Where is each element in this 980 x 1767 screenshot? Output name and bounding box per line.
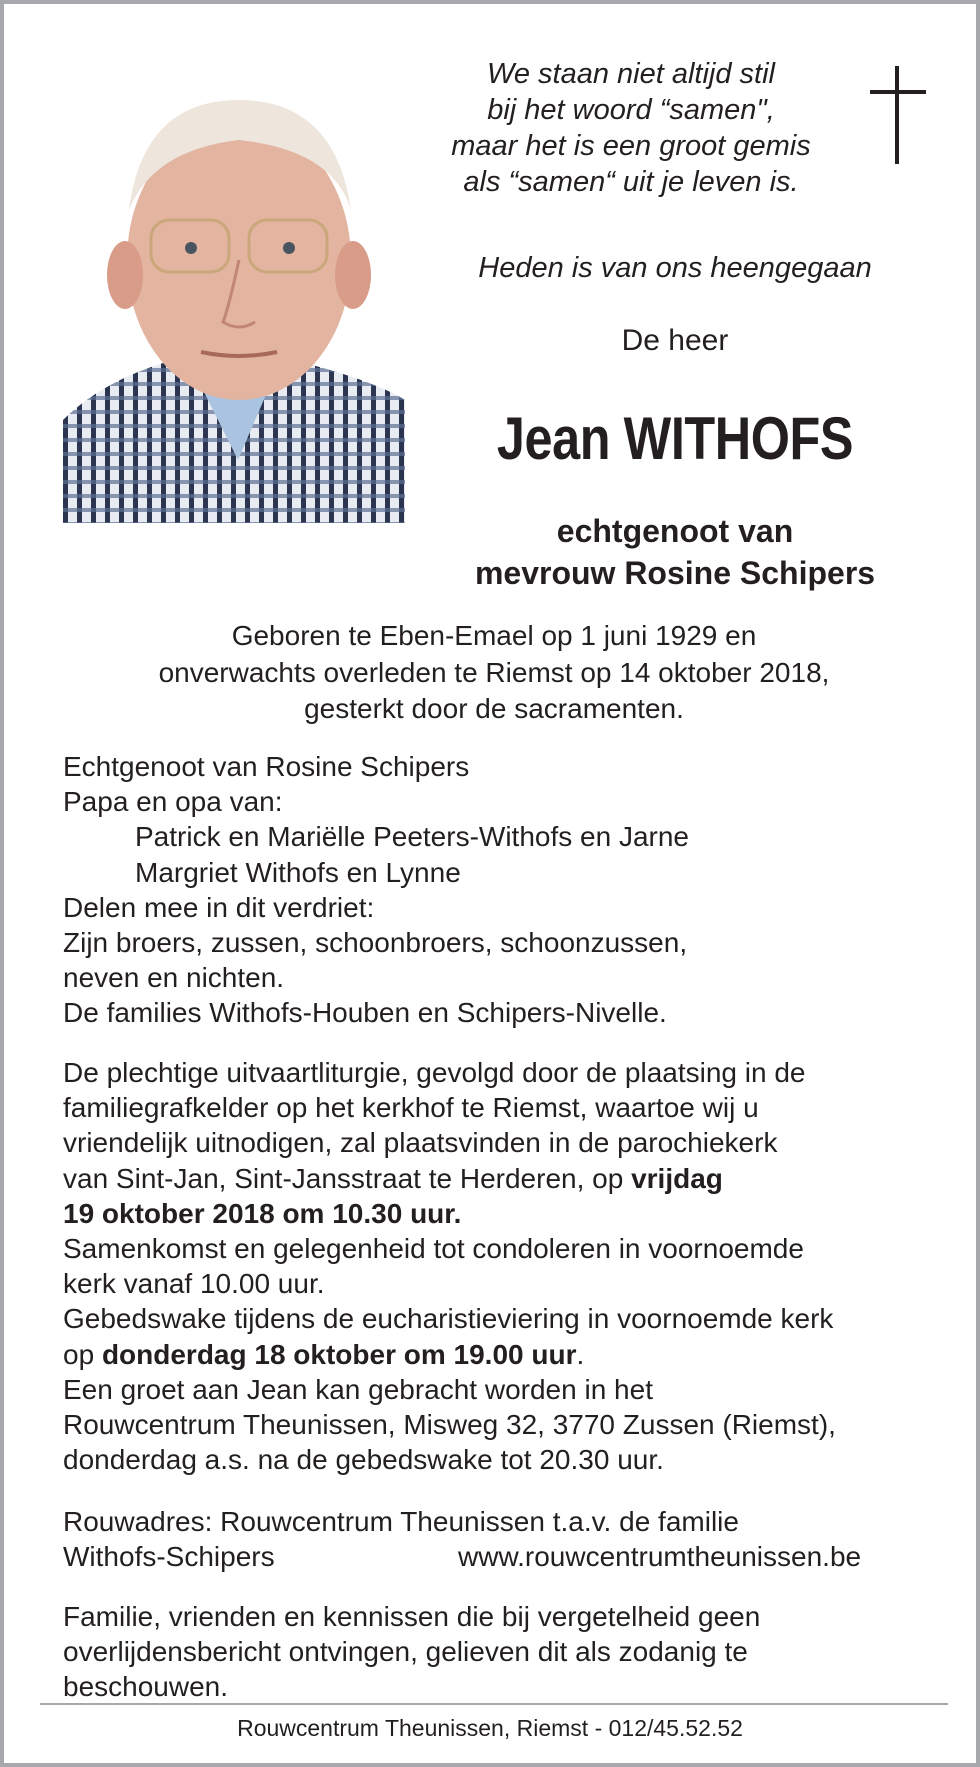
quote-line: We staan niet altijd stil [487, 58, 775, 90]
quote-line: maar het is een groot gemis [451, 130, 811, 162]
website-link[interactable]: www.rouwcentrumtheunissen.be [458, 1541, 862, 1573]
family-line [63, 925, 943, 960]
line-text: op [63, 1338, 102, 1370]
spouse-info [434, 510, 916, 594]
family-line [63, 995, 943, 1030]
funeral-line [63, 1231, 943, 1266]
funeral-line [63, 1407, 943, 1442]
funeral-line [63, 1337, 943, 1372]
line-text: neven en nichten. [63, 962, 285, 994]
deceased-name: Jean WITHOFS [496, 405, 854, 472]
funeral-line [63, 1090, 943, 1125]
intro-text: Heden is van ons heengegaan [478, 252, 872, 284]
line-text: Samenkomst en gelegenheid tot condoleren in voornoemde [63, 1232, 804, 1264]
cross-icon [870, 66, 926, 164]
funeral-line [63, 1055, 943, 1090]
funeral-line [63, 1161, 943, 1196]
line-text: Familie, vrienden en kennissen die bij vergetelheid geen [63, 1601, 761, 1632]
notice-line [63, 1599, 943, 1634]
family-line [63, 819, 943, 854]
line-text: kerk vanaf 10.00 uur. [63, 1268, 325, 1300]
birth-death-info [44, 618, 944, 728]
family-line [63, 855, 943, 890]
family-line [63, 960, 943, 995]
line-text: Papa en opa van: [63, 786, 283, 818]
funeral-line [63, 1125, 943, 1160]
address-line-2 [63, 1539, 943, 1574]
quote-line: bij het woord “samen", [487, 94, 775, 126]
emphasis-text: vrijdag [631, 1162, 723, 1194]
funeral-line [63, 1266, 943, 1301]
line-text: donderdag a.s. na de gebedswake tot 20.30 uur. [63, 1444, 664, 1476]
memorial-quote [384, 56, 878, 200]
funeral-line [63, 1301, 943, 1336]
address-section [63, 1504, 943, 1574]
line-text: vriendelijk uitnodigen, zal plaatsvinden in de parochiekerk [63, 1127, 778, 1159]
line-text: Een groet aan Jean kan gebracht worden in het [63, 1373, 653, 1405]
funeral-line [63, 1196, 943, 1231]
line-text: van Sint-Jan, Sint-Jansstraat te Herderen, op [63, 1162, 632, 1194]
spouse-line: mevrouw Rosine Schipers [474, 555, 876, 591]
address-line: Rouwadres: Rouwcentrum Theunissen t.a.v. de familie [63, 1506, 739, 1537]
funeral-line [63, 1442, 943, 1477]
notice-section [63, 1599, 943, 1705]
address-family: Withofs-Schipers [63, 1541, 275, 1573]
family-line [63, 890, 943, 925]
notice-line [63, 1634, 943, 1669]
born-line: onverwachts overleden te Riemst op 14 oktober 2018, [158, 656, 830, 688]
quote-line: als “samen“ uit je leven is. [463, 166, 799, 198]
line-text: Patrick en Mariëlle Peeters-Withofs en Jarne [135, 821, 689, 853]
salutation: De heer [621, 324, 729, 357]
line-text: Rouwcentrum Theunissen, Misweg 32, 3770 Zussen (Riemst), [63, 1408, 836, 1440]
born-line: gesterkt door de sacramenten. [304, 693, 684, 724]
family-line [63, 784, 943, 819]
born-line: Geboren te Eben-Emael op 1 juni 1929 en [231, 620, 757, 651]
family-line [63, 749, 943, 784]
funeral-line [63, 1372, 943, 1407]
footer-text: Rouwcentrum Theunissen, Riemst - 012/45.52.52 [237, 1715, 743, 1741]
notice-line [63, 1669, 943, 1704]
emphasis-text: donderdag 18 oktober om 19.00 uur [101, 1338, 577, 1370]
portrait-photo [63, 60, 405, 523]
funeral-section [63, 1055, 943, 1477]
family-section [63, 749, 943, 1031]
line-text: Zijn broers, zussen, schoonbroers, schoonzussen, [63, 926, 688, 958]
line-text: . [576, 1338, 585, 1370]
line-text: Gebedswake tijdens de eucharistieviering in voornoemde kerk [63, 1303, 834, 1335]
line-text: beschouwen. [63, 1671, 229, 1703]
line-text: Delen mee in dit verdriet: [63, 891, 375, 923]
line-text: Margriet Withofs en Lynne [135, 856, 461, 888]
footer-divider [40, 1703, 948, 1705]
emphasis-text: 19 oktober 2018 om 10.30 uur. [63, 1197, 462, 1229]
line-text: De families Withofs-Houben en Schipers-Nivelle. [63, 997, 667, 1029]
line-text: overlijdensbericht ontvingen, gelieven dit als zodanig te [63, 1636, 748, 1668]
line-text: familiegrafkelder op het kerkhof te Riemst, waartoe wij u [63, 1092, 759, 1124]
line-text: De plechtige uitvaartliturgie, gevolgd door de plaatsing in de [63, 1057, 806, 1088]
line-text: Echtgenoot van Rosine Schipers [63, 751, 470, 782]
spouse-line: echtgenoot van [556, 513, 794, 549]
